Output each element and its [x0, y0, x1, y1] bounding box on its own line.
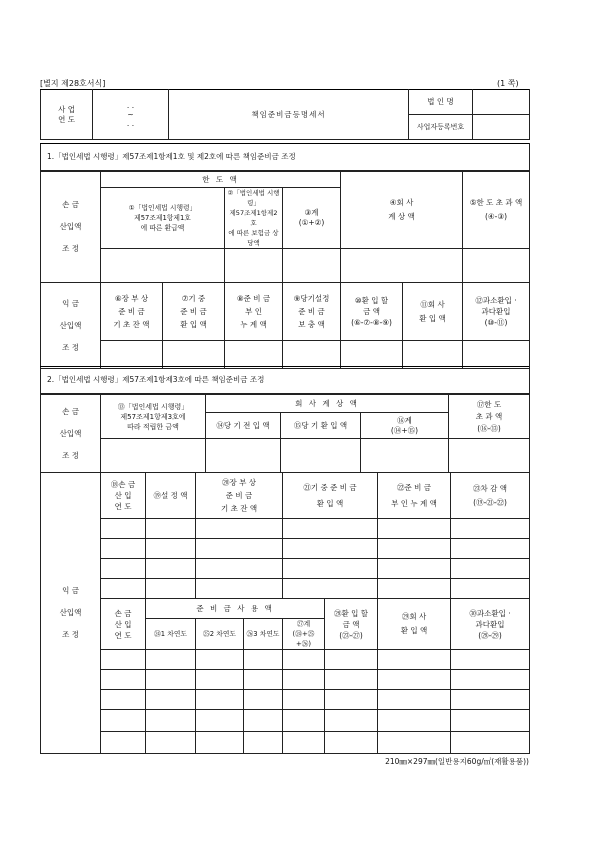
- s1-g5-input[interactable]: [341, 341, 403, 369]
- s1-gain-label: 익 금 산입액 조 정: [41, 283, 101, 369]
- s1-g6: ⑪회 사 환 입 액: [403, 283, 463, 341]
- s1-g3-input[interactable]: [225, 341, 283, 369]
- section2-gain-table: [40, 472, 530, 754]
- s2-lower-cell[interactable]: [378, 650, 451, 670]
- s2-r6: ㉓차 감 액 (⑲-㉑-㉒): [451, 473, 530, 519]
- s2-lower-cell[interactable]: [146, 690, 196, 710]
- s1-col4-input[interactable]: [341, 249, 463, 283]
- s2-upper-row: [41, 579, 530, 599]
- section2-loss-table: [40, 394, 530, 473]
- s1-g4: ⑨당기설정 준 비 금 보 충 액: [283, 283, 341, 341]
- s1-g2: ⑦기 중 준 비 금 환 입 액: [163, 283, 225, 341]
- s1-col5-input[interactable]: [463, 249, 530, 283]
- s2-lower-cell[interactable]: [325, 732, 378, 754]
- s2-lower-cell[interactable]: [451, 732, 530, 754]
- s2-upper-cell[interactable]: [101, 519, 146, 539]
- s2-c14-input[interactable]: [206, 439, 281, 473]
- s2-upper-cell[interactable]: [196, 579, 283, 599]
- s2-lower-cell[interactable]: [378, 670, 451, 690]
- s2-b4: ㉖3 차연도: [244, 619, 283, 650]
- s1-col3-input[interactable]: [283, 249, 341, 283]
- s1-g7: ⑫과소환입 · 과다환입 (⑩-⑪): [463, 283, 530, 341]
- s2-upper-cell[interactable]: [451, 519, 530, 539]
- s2-upper-cell[interactable]: [196, 559, 283, 579]
- s2-lower-cell[interactable]: [283, 650, 325, 670]
- s1-g4-input[interactable]: [283, 341, 341, 369]
- s2-upper-cell[interactable]: [451, 539, 530, 559]
- s2-b5: ㉗계 (㉔+㉕+㉖): [283, 619, 325, 650]
- s2-lower-row: [41, 710, 530, 732]
- s2-lower-cell[interactable]: [325, 710, 378, 732]
- s2-lower-cell[interactable]: [244, 732, 283, 754]
- s2-lower-row: [41, 690, 530, 710]
- s2-lower-row: [41, 670, 530, 690]
- s1-col3: ③계 (①+②): [283, 188, 341, 249]
- s2-b7: ㉙회 사 환 입 액: [378, 599, 451, 650]
- paper-spec: 210㎜×297㎜(일반용지60g/㎡(재활용품)): [385, 757, 529, 766]
- s2-upper-row: [41, 519, 530, 539]
- s2-lower-cell[interactable]: [244, 710, 283, 732]
- s2-c15-input[interactable]: [281, 439, 361, 473]
- s2-loss-label: 손 금 산입액 조 정: [41, 395, 101, 473]
- s2-lower-cell[interactable]: [101, 732, 146, 754]
- section2-heading-box: [40, 366, 530, 394]
- s2-upper-cell[interactable]: [196, 519, 283, 539]
- s2-c16: ⑯계 (⑭+⑮): [361, 413, 449, 439]
- business-year-value[interactable]: . . ~ . .: [93, 90, 169, 140]
- s2-r3: ⑳장 부 상 준 비 금 기 초 잔 액: [196, 473, 283, 519]
- s2-company-header: 회 사 계 상 액: [206, 395, 449, 413]
- s2-upper-cell[interactable]: [283, 519, 378, 539]
- s2-upper-cell[interactable]: [101, 559, 146, 579]
- page-indicator: (1 쪽): [497, 79, 519, 88]
- s2-lower-cell[interactable]: [283, 670, 325, 690]
- s2-lower-cell[interactable]: [451, 650, 530, 670]
- section1-heading: 1.「법인세법 시행령」제57조제1항제1호 및 제2호에 따른 책임준비금 조정: [41, 144, 530, 171]
- s2-lower-cell[interactable]: [244, 650, 283, 670]
- s1-g2-input[interactable]: [163, 341, 225, 369]
- s2-gain-label: 익 금 산입액 조 정: [41, 473, 101, 754]
- s2-lower-cell[interactable]: [378, 732, 451, 754]
- s2-r5: ㉒준 비 금 부 인 누 계 액: [378, 473, 451, 519]
- s2-lower-cell[interactable]: [283, 732, 325, 754]
- s2-c15: ⑮당 기 환 입 액: [281, 413, 361, 439]
- form-number: [별지 제28호서식]: [40, 79, 106, 88]
- s2-lower-cell[interactable]: [451, 690, 530, 710]
- s2-lower-cell[interactable]: [378, 710, 451, 732]
- s1-limit-header: 한 도 액: [101, 172, 341, 188]
- s2-b6: ㉘환 입 할 금 액 (㉓-㉗): [325, 599, 378, 650]
- s2-lower-cell[interactable]: [244, 690, 283, 710]
- s2-lower-row: [41, 650, 530, 670]
- s2-lower-cell[interactable]: [244, 670, 283, 690]
- s2-upper-cell[interactable]: [101, 539, 146, 559]
- s1-g5: ⑩환 입 할 금 액 (⑥-⑦-⑧-⑨): [341, 283, 403, 341]
- s2-lower-cell[interactable]: [196, 690, 244, 710]
- s2-c14: ⑭당 기 전 입 액: [206, 413, 281, 439]
- corp-name-label: 법 인 명: [409, 90, 473, 115]
- s2-upper-cell[interactable]: [283, 539, 378, 559]
- s1-col2-input[interactable]: [225, 249, 283, 283]
- s2-lower-cell[interactable]: [101, 670, 146, 690]
- s2-lower-cell[interactable]: [146, 650, 196, 670]
- s1-g7-input[interactable]: [463, 341, 530, 369]
- s2-lower-cell[interactable]: [283, 690, 325, 710]
- s1-col1-input[interactable]: [101, 249, 225, 283]
- s2-lower-cell[interactable]: [451, 670, 530, 690]
- s2-c17-input[interactable]: [449, 439, 530, 473]
- s2-lower-cell[interactable]: [451, 710, 530, 732]
- section1-table: [40, 171, 530, 369]
- s1-g6-input[interactable]: [403, 341, 463, 369]
- s2-usage-header: 준 비 금 사 용 액: [146, 599, 325, 619]
- s2-lower-cell[interactable]: [325, 670, 378, 690]
- s2-upper-cell[interactable]: [146, 519, 196, 539]
- s2-lower-cell[interactable]: [101, 710, 146, 732]
- s2-lower-row: [41, 732, 530, 754]
- s1-g1: ⑥장 부 상 준 비 금 기 초 잔 액: [101, 283, 163, 341]
- s2-upper-cell[interactable]: [146, 579, 196, 599]
- s2-r4: ㉑기 중 준 비 금 환 입 액: [283, 473, 378, 519]
- s1-col5: ⑤한 도 초 과 액 (④-③): [463, 172, 530, 249]
- section1-heading-box: [40, 143, 530, 171]
- s1-g3: ⑧준 비 금 부 인 누 계 액: [225, 283, 283, 341]
- s2-lower-cell[interactable]: [196, 710, 244, 732]
- s2-lower-cell[interactable]: [325, 650, 378, 670]
- s2-upper-row: [41, 559, 530, 579]
- s1-col4: ④회 사 계 상 액: [341, 172, 463, 249]
- s2-lower-cell[interactable]: [101, 650, 146, 670]
- s2-upper-cell[interactable]: [378, 539, 451, 559]
- s2-upper-cell[interactable]: [146, 559, 196, 579]
- s2-upper-cell[interactable]: [378, 519, 451, 539]
- s1-col2: ②「법인세법 시행령」 제57조제1항제2호 에 따른 보험금 상당액: [225, 188, 283, 249]
- s2-lower-cell[interactable]: [101, 690, 146, 710]
- corp-name-field[interactable]: [473, 90, 530, 115]
- s1-g1-input[interactable]: [101, 341, 163, 369]
- reg-no-field[interactable]: [473, 115, 530, 140]
- s2-lower-cell[interactable]: [378, 690, 451, 710]
- s2-lower-cell[interactable]: [196, 732, 244, 754]
- s2-upper-cell[interactable]: [146, 539, 196, 559]
- s2-lower-cell[interactable]: [196, 650, 244, 670]
- s2-lower-cell[interactable]: [283, 710, 325, 732]
- s2-upper-cell[interactable]: [378, 579, 451, 599]
- reg-no-label: 사업자등록번호: [409, 115, 473, 140]
- s1-loss-label: 손 금 산입액 조 정: [41, 172, 101, 283]
- business-year-label: 사 업 연 도: [41, 90, 93, 140]
- s2-upper-cell[interactable]: [378, 559, 451, 579]
- form-title: 책임준비금등명세서: [169, 90, 409, 140]
- s2-c16-input[interactable]: [361, 439, 449, 473]
- s2-lower-cell[interactable]: [325, 690, 378, 710]
- s2-b1: 손 금 산 입 연 도: [101, 599, 146, 650]
- s2-upper-cell[interactable]: [196, 539, 283, 559]
- s2-c13-input[interactable]: [101, 439, 206, 473]
- s2-b8: ㉚과소환입 · 과다환입 (㉘-㉙): [451, 599, 530, 650]
- s2-lower-cell[interactable]: [146, 670, 196, 690]
- s1-col1: ①「법인세법 시행령」 제57조제1항제1호 에 따른 환급액: [101, 188, 225, 249]
- s2-lower-cell[interactable]: [196, 670, 244, 690]
- s2-lower-cell[interactable]: [146, 732, 196, 754]
- section2-heading: 2.「법인세법 시행령」제57조제1항제3호에 따른 책임준비금 조정: [41, 367, 530, 394]
- s2-r1: ⑱손 금 산 입 연 도: [101, 473, 146, 519]
- s2-c13: ⑬「법인세법 시행령」 제57조제1항제3호에 따라 적립한 금액: [101, 395, 206, 439]
- s2-lower-cell[interactable]: [146, 710, 196, 732]
- title-block: [40, 89, 530, 140]
- s2-b3: ㉕2 차연도: [196, 619, 244, 650]
- s2-upper-cell[interactable]: [451, 559, 530, 579]
- s2-upper-cell[interactable]: [283, 579, 378, 599]
- s2-c17: ⑰한 도 초 과 액 (⑯-⑬): [449, 395, 530, 439]
- s2-upper-cell[interactable]: [283, 559, 378, 579]
- s2-upper-cell[interactable]: [451, 579, 530, 599]
- s2-r2: ⑲설 정 액: [146, 473, 196, 519]
- s2-b2: ㉔1 차연도: [146, 619, 196, 650]
- s2-upper-row: [41, 539, 530, 559]
- s2-upper-cell[interactable]: [101, 579, 146, 599]
